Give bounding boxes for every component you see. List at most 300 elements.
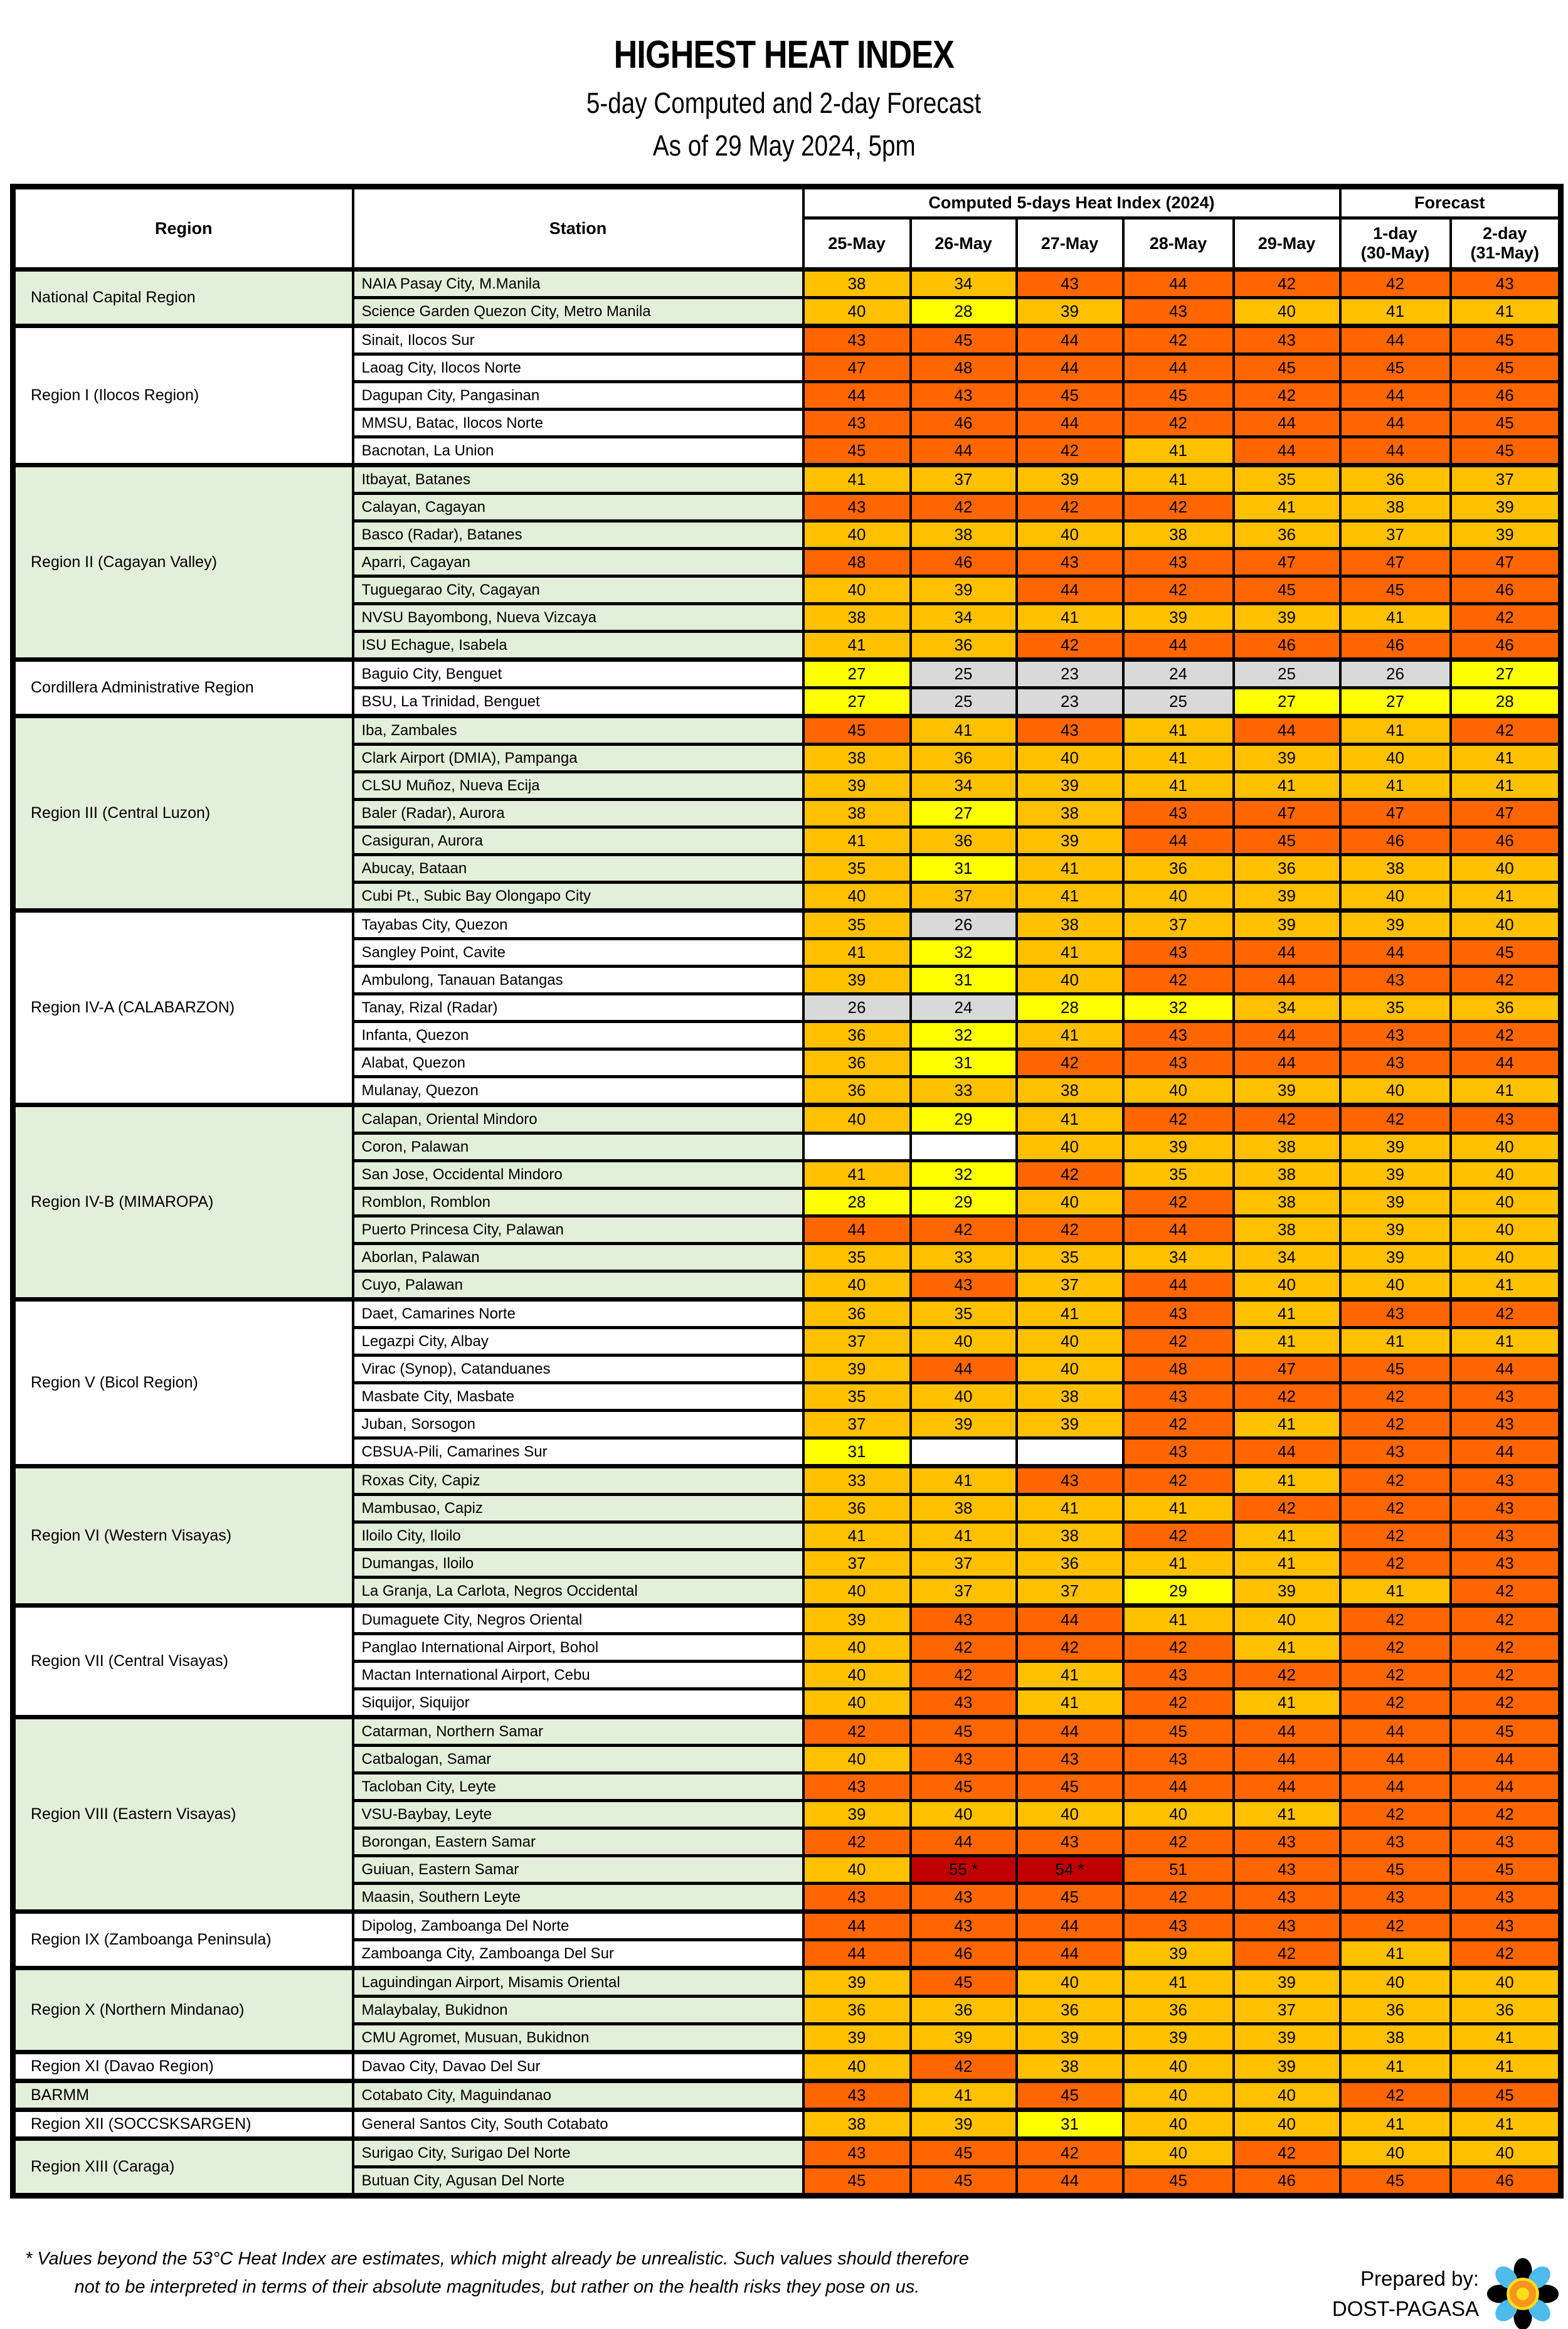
value-cell: 43 <box>1340 1300 1451 1328</box>
value-cell: 41 <box>1123 1968 1234 1997</box>
value-cell: 36 <box>1123 855 1234 883</box>
value-cell: 43 <box>1123 549 1234 576</box>
station-cell: Malaybalay, Bukidnon <box>353 1997 803 2024</box>
value-cell: 43 <box>911 382 1017 410</box>
value-cell: 41 <box>1123 745 1234 772</box>
value-cell: 42 <box>1123 1522 1234 1550</box>
value-cell: 45 <box>1234 827 1340 855</box>
region-cell: Region XI (Davao Region) <box>13 2052 353 2081</box>
value-cell: 47 <box>1234 1355 1340 1383</box>
value-cell <box>911 1438 1017 1467</box>
value-cell: 27 <box>1234 688 1340 716</box>
station-cell: NVSU Bayombong, Nueva Vizcaya <box>353 604 803 632</box>
value-cell: 42 <box>1340 1522 1451 1550</box>
value-cell: 41 <box>1234 1328 1340 1355</box>
value-cell: 39 <box>1340 1133 1451 1161</box>
value-cell: 41 <box>1017 604 1123 632</box>
station-cell: Cotabato City, Maguindanao <box>353 2081 803 2110</box>
region-cell: National Capital Region <box>13 270 353 326</box>
date-header-25-May: 25-May <box>803 218 911 270</box>
station-cell: Catbalogan, Samar <box>353 1746 803 1773</box>
value-cell: 37 <box>911 465 1017 494</box>
value-cell: 46 <box>911 549 1017 576</box>
table-row <box>13 465 1561 494</box>
value-cell: 45 <box>1123 382 1234 410</box>
value-cell: 42 <box>803 1717 911 1746</box>
value-cell: 45 <box>1234 576 1340 604</box>
date-header-27-May: 27-May <box>1017 218 1123 270</box>
value-cell: 36 <box>1451 1997 1561 2024</box>
value-cell: 43 <box>1340 967 1451 994</box>
value-cell: 25 <box>1234 660 1340 688</box>
value-cell: 25 <box>911 660 1017 688</box>
value-cell: 45 <box>911 1968 1017 1997</box>
value-cell: 44 <box>1451 1773 1561 1801</box>
table-row <box>13 2139 1561 2167</box>
value-cell: 37 <box>1017 1578 1123 1606</box>
value-cell: 39 <box>911 1411 1017 1438</box>
value-cell: 44 <box>1340 410 1451 437</box>
value-cell: 43 <box>1451 1550 1561 1578</box>
dost-pagasa-logo <box>1488 2259 1558 2329</box>
station-cell: Cubi Pt., Subic Bay Olongapo City <box>353 883 803 911</box>
station-cell: Roxas City, Capiz <box>353 1467 803 1495</box>
station-cell: Romblon, Romblon <box>353 1189 803 1216</box>
value-cell: 40 <box>1123 883 1234 911</box>
value-cell: 42 <box>1340 270 1451 298</box>
value-cell: 38 <box>1017 911 1123 939</box>
value-cell: 23 <box>1017 688 1123 716</box>
value-cell: 42 <box>1451 967 1561 994</box>
value-cell: 44 <box>1234 437 1340 465</box>
value-cell: 40 <box>803 1856 911 1884</box>
station-cell: Tuguegarao City, Cagayan <box>353 576 803 604</box>
value-cell: 27 <box>1451 660 1561 688</box>
value-cell: 46 <box>1451 382 1561 410</box>
value-cell: 44 <box>1234 939 1340 967</box>
value-cell: 44 <box>1340 1717 1451 1746</box>
station-cell: Iba, Zambales <box>353 716 803 745</box>
page-asof: As of 29 May 2024, 5pm <box>652 129 916 162</box>
value-cell: 40 <box>1340 883 1451 911</box>
value-cell: 43 <box>1234 1884 1340 1912</box>
station-cell: Bacnotan, La Union <box>353 437 803 465</box>
value-cell: 40 <box>1017 521 1123 549</box>
value-cell: 47 <box>803 354 911 382</box>
value-cell: 44 <box>803 1216 911 1244</box>
value-cell: 25 <box>911 688 1017 716</box>
value-cell: 29 <box>911 1105 1017 1133</box>
value-cell: 44 <box>1123 827 1234 855</box>
value-cell: 44 <box>1451 1746 1561 1773</box>
value-cell: 34 <box>911 270 1017 298</box>
value-cell: 38 <box>1234 1216 1340 1244</box>
value-cell: 41 <box>1340 1940 1451 1968</box>
station-cell: Siquijor, Siquijor <box>353 1689 803 1717</box>
value-cell: 42 <box>1017 1161 1123 1189</box>
value-cell: 41 <box>803 465 911 494</box>
value-cell: 45 <box>1017 1884 1123 1912</box>
value-cell: 40 <box>803 298 911 326</box>
value-cell: 42 <box>1234 270 1340 298</box>
value-cell: 37 <box>803 1328 911 1355</box>
value-cell: 48 <box>1123 1355 1234 1383</box>
region-cell: Region VI (Western Visayas) <box>13 1467 353 1606</box>
value-cell: 40 <box>803 1689 911 1717</box>
value-cell: 43 <box>1123 1438 1234 1467</box>
value-cell: 45 <box>1123 2167 1234 2196</box>
value-cell: 43 <box>1123 800 1234 827</box>
value-cell: 38 <box>1017 1383 1123 1411</box>
value-cell: 43 <box>911 1606 1017 1634</box>
value-cell: 42 <box>1123 494 1234 521</box>
value-cell: 39 <box>1234 604 1340 632</box>
value-cell: 26 <box>911 911 1017 939</box>
value-cell: 42 <box>1123 1411 1234 1438</box>
value-cell: 28 <box>1451 688 1561 716</box>
value-cell: 36 <box>1234 521 1340 549</box>
value-cell: 41 <box>1234 772 1340 800</box>
value-cell: 36 <box>1340 465 1451 494</box>
value-cell: 43 <box>1340 1022 1451 1049</box>
value-cell: 42 <box>911 494 1017 521</box>
value-cell: 41 <box>803 1522 911 1550</box>
value-cell: 42 <box>1234 1495 1340 1522</box>
value-cell: 37 <box>1123 911 1234 939</box>
value-cell: 44 <box>1234 410 1340 437</box>
value-cell: 39 <box>1234 745 1340 772</box>
value-cell: 42 <box>1451 1940 1561 1968</box>
value-cell: 40 <box>803 1662 911 1689</box>
value-cell: 42 <box>1123 1467 1234 1495</box>
value-cell: 41 <box>1234 1300 1340 1328</box>
value-cell: 32 <box>1123 994 1234 1022</box>
station-cell: Aborlan, Palawan <box>353 1244 803 1271</box>
value-cell <box>803 1133 911 1161</box>
value-cell: 41 <box>1017 855 1123 883</box>
value-cell: 40 <box>1234 1606 1340 1634</box>
value-cell: 42 <box>1123 326 1234 354</box>
table-row <box>13 2081 1561 2110</box>
value-cell: 47 <box>1234 549 1340 576</box>
value-cell: 41 <box>1340 2052 1451 2081</box>
value-cell: 38 <box>911 521 1017 549</box>
value-cell: 40 <box>1451 1968 1561 1997</box>
station-cell: Itbayat, Batanes <box>353 465 803 494</box>
value-cell: 45 <box>1451 326 1561 354</box>
value-cell: 39 <box>1234 911 1340 939</box>
value-cell: 40 <box>1451 1244 1561 1271</box>
value-cell: 41 <box>1451 772 1561 800</box>
value-cell: 38 <box>1234 1189 1340 1216</box>
value-cell: 43 <box>1123 1912 1234 1940</box>
value-cell: 40 <box>803 521 911 549</box>
value-cell: 43 <box>1017 270 1123 298</box>
station-cell: VSU-Baybay, Leyte <box>353 1801 803 1828</box>
value-cell: 43 <box>1123 1383 1234 1411</box>
value-cell: 41 <box>1123 465 1234 494</box>
value-cell: 42 <box>911 1662 1017 1689</box>
station-cell: Borongan, Eastern Samar <box>353 1828 803 1856</box>
region-cell: Region III (Central Luzon) <box>13 716 353 911</box>
value-cell: 41 <box>1017 1300 1123 1328</box>
value-cell: 40 <box>1123 2052 1234 2081</box>
table-row <box>13 911 1561 939</box>
value-cell: 46 <box>911 410 1017 437</box>
value-cell: 26 <box>803 994 911 1022</box>
value-cell: 41 <box>1340 716 1451 745</box>
value-cell: 44 <box>1340 326 1451 354</box>
station-cell: ISU Echague, Isabela <box>353 632 803 660</box>
value-cell: 42 <box>911 2052 1017 2081</box>
station-cell: General Santos City, South Cotabato <box>353 2110 803 2139</box>
value-cell: 38 <box>803 604 911 632</box>
value-cell: 41 <box>1234 1411 1340 1438</box>
value-cell: 43 <box>1451 1411 1561 1438</box>
value-cell: 42 <box>1017 632 1123 660</box>
value-cell: 46 <box>1340 827 1451 855</box>
table-row <box>13 1467 1561 1495</box>
value-cell: 36 <box>803 1997 911 2024</box>
heat-index-table <box>10 184 1564 2199</box>
value-cell: 45 <box>911 2139 1017 2167</box>
value-cell: 41 <box>1234 1550 1340 1578</box>
value-cell: 37 <box>1340 521 1451 549</box>
value-cell: 41 <box>911 1467 1017 1495</box>
value-cell: 34 <box>1123 1244 1234 1271</box>
value-cell: 27 <box>1340 688 1451 716</box>
value-cell: 43 <box>1451 1383 1561 1411</box>
station-cell: San Jose, Occidental Mindoro <box>353 1161 803 1189</box>
station-cell: Mulanay, Quezon <box>353 1077 803 1105</box>
region-cell: Region I (Ilocos Region) <box>13 326 353 465</box>
value-cell: 38 <box>803 800 911 827</box>
station-cell: Sinait, Ilocos Sur <box>353 326 803 354</box>
value-cell: 36 <box>803 1495 911 1522</box>
station-cell: Ambulong, Tanauan Batangas <box>353 967 803 994</box>
value-cell: 42 <box>1123 410 1234 437</box>
station-cell: Iloilo City, Iloilo <box>353 1522 803 1550</box>
value-cell: 43 <box>1017 1828 1123 1856</box>
value-cell: 44 <box>1340 1773 1451 1801</box>
date-header-28-May: 28-May <box>1123 218 1234 270</box>
value-cell: 42 <box>1451 1801 1561 1828</box>
value-cell: 40 <box>1234 2081 1340 2110</box>
station-cell: Mambusao, Capiz <box>353 1495 803 1522</box>
value-cell: 54 * <box>1017 1856 1123 1884</box>
value-cell: 47 <box>1340 800 1451 827</box>
value-cell: 45 <box>1340 1856 1451 1884</box>
value-cell: 39 <box>1017 465 1123 494</box>
value-cell: 40 <box>1017 1355 1123 1383</box>
footnote-line-2: not to be interpreted in terms of their absolute magnitudes, but rather on the health risks they pose on us. <box>74 2276 920 2297</box>
value-cell: 41 <box>1017 1105 1123 1133</box>
value-cell: 46 <box>1451 632 1561 660</box>
value-cell: 43 <box>1340 1049 1451 1077</box>
value-cell: 39 <box>1017 2024 1123 2052</box>
value-cell: 45 <box>1340 576 1451 604</box>
value-cell: 41 <box>1017 939 1123 967</box>
value-cell: 45 <box>1340 354 1451 382</box>
station-cell: Dipolog, Zamboanga Del Norte <box>353 1912 803 1940</box>
table-header <box>13 187 1561 270</box>
value-cell <box>1017 1438 1123 1467</box>
page-title: HIGHEST HEAT INDEX <box>613 33 955 77</box>
region-cell: Region IX (Zamboanga Peninsula) <box>13 1912 353 1968</box>
value-cell: 45 <box>1017 1773 1123 1801</box>
value-cell: 35 <box>803 1244 911 1271</box>
value-cell: 41 <box>1451 2052 1561 2081</box>
value-cell: 42 <box>1451 604 1561 632</box>
value-cell: 39 <box>803 1355 911 1383</box>
value-cell: 44 <box>1340 1746 1451 1773</box>
value-cell: 51 <box>1123 1856 1234 1884</box>
station-cell: Basco (Radar), Batanes <box>353 521 803 549</box>
value-cell: 42 <box>1123 1884 1234 1912</box>
value-cell: 42 <box>1451 716 1561 745</box>
org-name: DOST-PAGASA <box>1332 2297 1479 2320</box>
value-cell: 31 <box>1017 2110 1123 2139</box>
value-cell: 41 <box>1123 1495 1234 1522</box>
value-cell: 39 <box>911 576 1017 604</box>
value-cell: 41 <box>911 1522 1017 1550</box>
value-cell: 39 <box>1123 604 1234 632</box>
value-cell: 42 <box>1017 1216 1123 1244</box>
value-cell: 44 <box>1234 967 1340 994</box>
value-cell: 39 <box>911 2024 1017 2052</box>
value-cell: 41 <box>1451 1077 1561 1105</box>
value-cell: 41 <box>803 632 911 660</box>
value-cell: 40 <box>1017 1133 1123 1161</box>
value-cell: 34 <box>911 604 1017 632</box>
station-cell: Guiuan, Eastern Samar <box>353 1856 803 1884</box>
value-cell: 33 <box>911 1077 1017 1105</box>
value-cell: 44 <box>803 1940 911 1968</box>
value-cell: 40 <box>1123 2139 1234 2167</box>
value-cell: 39 <box>803 2024 911 2052</box>
value-cell: 37 <box>803 1411 911 1438</box>
station-cell: Coron, Palawan <box>353 1133 803 1161</box>
value-cell: 44 <box>803 1912 911 1940</box>
station-cell: Tanay, Rizal (Radar) <box>353 994 803 1022</box>
station-cell: Laoag City, Ilocos Norte <box>353 354 803 382</box>
value-cell: 36 <box>803 1022 911 1049</box>
value-cell: 45 <box>1017 382 1123 410</box>
station-cell: Calayan, Cagayan <box>353 494 803 521</box>
region-cell: Region V (Bicol Region) <box>13 1300 353 1467</box>
value-cell: 36 <box>1017 1997 1123 2024</box>
station-cell: Tayabas City, Quezon <box>353 911 803 939</box>
table-row <box>13 2110 1561 2139</box>
value-cell: 33 <box>803 1467 911 1495</box>
value-cell: 43 <box>1340 1828 1451 1856</box>
value-cell: 41 <box>911 716 1017 745</box>
value-cell: 45 <box>803 716 911 745</box>
value-cell: 28 <box>911 298 1017 326</box>
value-cell: 41 <box>1340 298 1451 326</box>
station-cell: Zamboanga City, Zamboanga Del Sur <box>353 1940 803 1968</box>
value-cell: 39 <box>803 1801 911 1828</box>
value-cell: 42 <box>1234 1940 1340 1968</box>
value-cell: 47 <box>1340 549 1451 576</box>
value-cell: 40 <box>1451 911 1561 939</box>
value-cell: 45 <box>1234 354 1340 382</box>
value-cell: 43 <box>1451 1828 1561 1856</box>
value-cell: 40 <box>803 1271 911 1300</box>
value-cell: 29 <box>1123 1578 1234 1606</box>
value-cell: 39 <box>1017 772 1123 800</box>
value-cell: 39 <box>1451 494 1561 521</box>
footer <box>25 2245 1558 2329</box>
value-cell: 45 <box>1451 437 1561 465</box>
value-cell: 42 <box>803 1828 911 1856</box>
station-cell: Tacloban City, Leyte <box>353 1773 803 1801</box>
value-cell: 41 <box>1451 745 1561 772</box>
value-cell: 40 <box>1234 2110 1340 2139</box>
title-block <box>0 0 1568 162</box>
value-cell: 42 <box>1123 967 1234 994</box>
value-cell: 39 <box>1234 1578 1340 1606</box>
value-cell: 44 <box>1234 1022 1340 1049</box>
value-cell: 43 <box>1451 1105 1561 1133</box>
value-cell: 44 <box>1017 576 1123 604</box>
value-cell: 48 <box>911 354 1017 382</box>
region-cell: Cordillera Administrative Region <box>13 660 353 716</box>
station-cell: Sangley Point, Cavite <box>353 939 803 967</box>
station-cell: Aparri, Cagayan <box>353 549 803 576</box>
value-cell: 45 <box>1451 2081 1561 2110</box>
table-row <box>13 326 1561 354</box>
value-cell: 43 <box>1123 939 1234 967</box>
value-cell: 38 <box>803 745 911 772</box>
value-cell: 36 <box>911 745 1017 772</box>
value-cell: 35 <box>803 1383 911 1411</box>
date-header-29-May: 29-May <box>1234 218 1340 270</box>
value-cell: 41 <box>1340 604 1451 632</box>
table-row <box>13 1968 1561 1997</box>
value-cell: 36 <box>803 1049 911 1077</box>
value-cell: 38 <box>1017 1077 1123 1105</box>
value-cell: 39 <box>1340 1161 1451 1189</box>
value-cell: 43 <box>1123 1300 1234 1328</box>
value-cell: 40 <box>1017 745 1123 772</box>
value-cell: 43 <box>803 494 911 521</box>
value-cell: 41 <box>1451 2110 1561 2139</box>
table-row <box>13 1300 1561 1328</box>
value-cell: 43 <box>803 410 911 437</box>
value-cell: 43 <box>911 1689 1017 1717</box>
value-cell: 43 <box>1017 716 1123 745</box>
value-cell: 40 <box>1451 1216 1561 1244</box>
value-cell: 40 <box>1123 1801 1234 1828</box>
value-cell: 45 <box>1123 1717 1234 1746</box>
value-cell: 46 <box>911 1940 1017 1968</box>
value-cell: 41 <box>1017 1022 1123 1049</box>
value-cell: 42 <box>1451 1578 1561 1606</box>
value-cell: 35 <box>1123 1161 1234 1189</box>
value-cell: 42 <box>1123 1689 1234 1717</box>
value-cell: 38 <box>1017 2052 1123 2081</box>
value-cell: 43 <box>1451 1467 1561 1495</box>
value-cell: 43 <box>1234 1856 1340 1884</box>
station-cell: Surigao City, Surigao Del Norte <box>353 2139 803 2167</box>
value-cell: 36 <box>911 1997 1017 2024</box>
value-cell: 40 <box>803 1578 911 1606</box>
station-cell: Infanta, Quezon <box>353 1022 803 1049</box>
value-cell: 31 <box>911 967 1017 994</box>
table-row <box>13 1912 1561 1940</box>
value-cell: 45 <box>911 1717 1017 1746</box>
